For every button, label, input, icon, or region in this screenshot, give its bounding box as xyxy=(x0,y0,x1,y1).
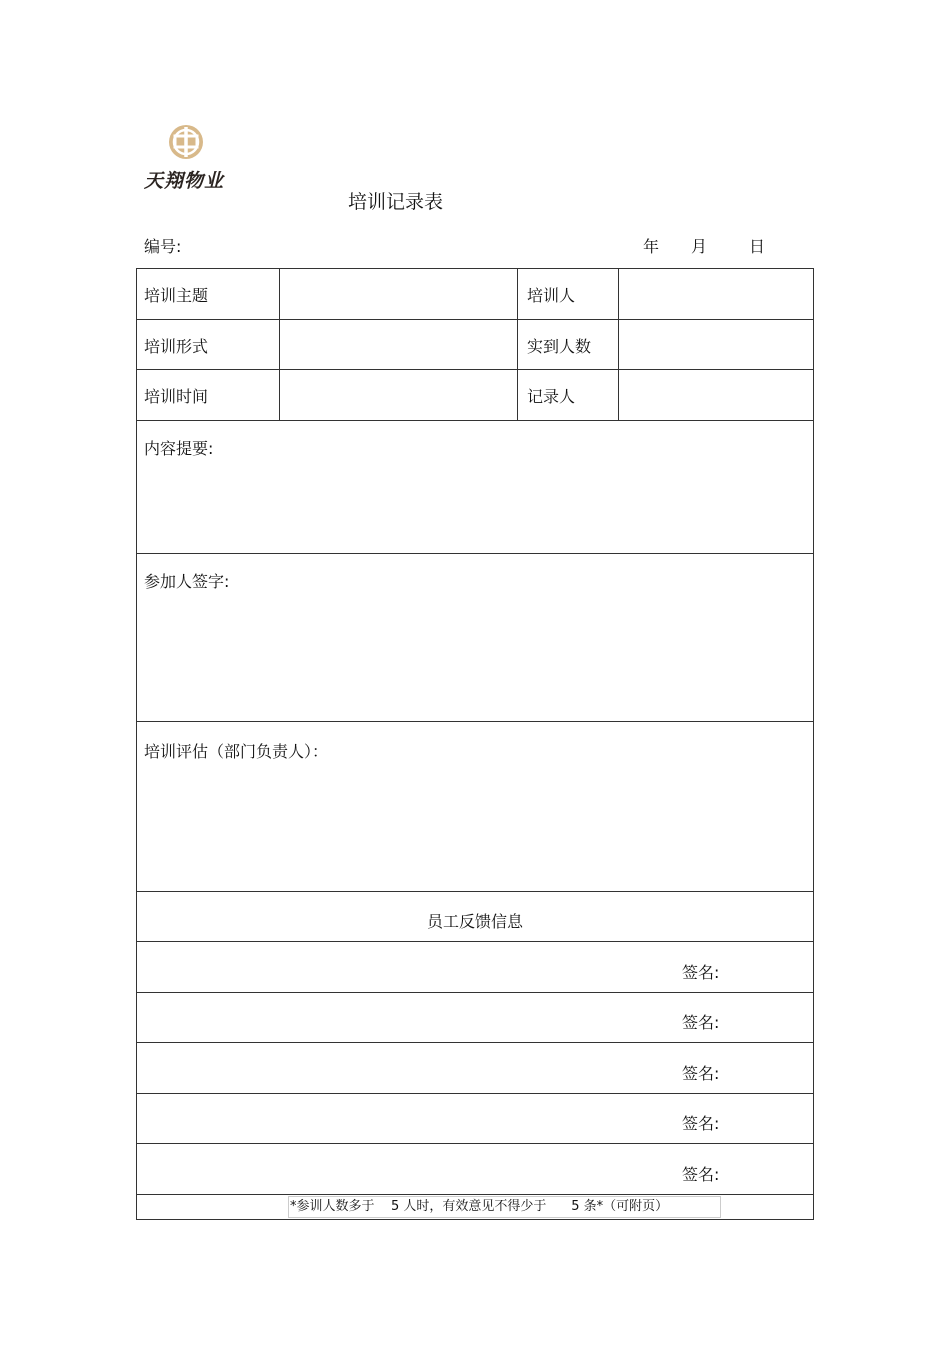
signature-label: 签名: xyxy=(682,1013,720,1032)
column-divider xyxy=(279,269,280,420)
participant-signature-label: 参加人签字: xyxy=(144,572,230,591)
logo-emblem-icon xyxy=(140,122,236,166)
column-divider xyxy=(618,269,619,420)
training-evaluation-label: 培训评估（部门负责人）： xyxy=(144,742,329,761)
row-divider xyxy=(137,891,813,892)
date-year-label: 年 xyxy=(643,237,660,256)
row-divider xyxy=(137,721,813,722)
signature-label: 签名: xyxy=(682,1165,720,1184)
training-time-label: 培训时间 xyxy=(144,387,209,406)
row-divider xyxy=(137,941,813,942)
training-topic-label: 培训主题 xyxy=(144,286,209,305)
trainer-label: 培训人 xyxy=(527,286,576,305)
training-record-form xyxy=(136,268,814,1220)
company-logo xyxy=(140,122,236,192)
row-divider xyxy=(137,420,813,421)
signature-label: 签名: xyxy=(682,1064,720,1083)
row-divider xyxy=(137,369,813,370)
number-label: 编号: xyxy=(144,237,182,256)
row-divider xyxy=(137,992,813,993)
row-divider xyxy=(137,1143,813,1144)
row-divider xyxy=(137,1194,813,1195)
employee-feedback-title: 员工反馈信息 xyxy=(426,912,523,931)
training-format-label: 培训形式 xyxy=(144,337,209,356)
date-month-label: 月 xyxy=(691,237,708,256)
feedback-note: *参训人数多于 5 人时，有效意见不得少于 5 条*（可附页） xyxy=(288,1196,721,1218)
column-divider xyxy=(517,269,518,420)
signature-label: 签名: xyxy=(682,963,720,982)
content-summary-label: 内容提要: xyxy=(144,439,214,458)
row-divider xyxy=(137,319,813,320)
signature-label: 签名: xyxy=(682,1114,720,1133)
attendance-count-label: 实到人数 xyxy=(527,337,592,356)
recorder-label: 记录人 xyxy=(527,387,576,406)
logo-text: 天翔物业 xyxy=(144,170,225,192)
document-title: 培训记录表 xyxy=(348,191,444,213)
row-divider xyxy=(137,553,813,554)
date-day-label: 日 xyxy=(749,237,766,256)
row-divider xyxy=(137,1042,813,1043)
row-divider xyxy=(137,1093,813,1094)
